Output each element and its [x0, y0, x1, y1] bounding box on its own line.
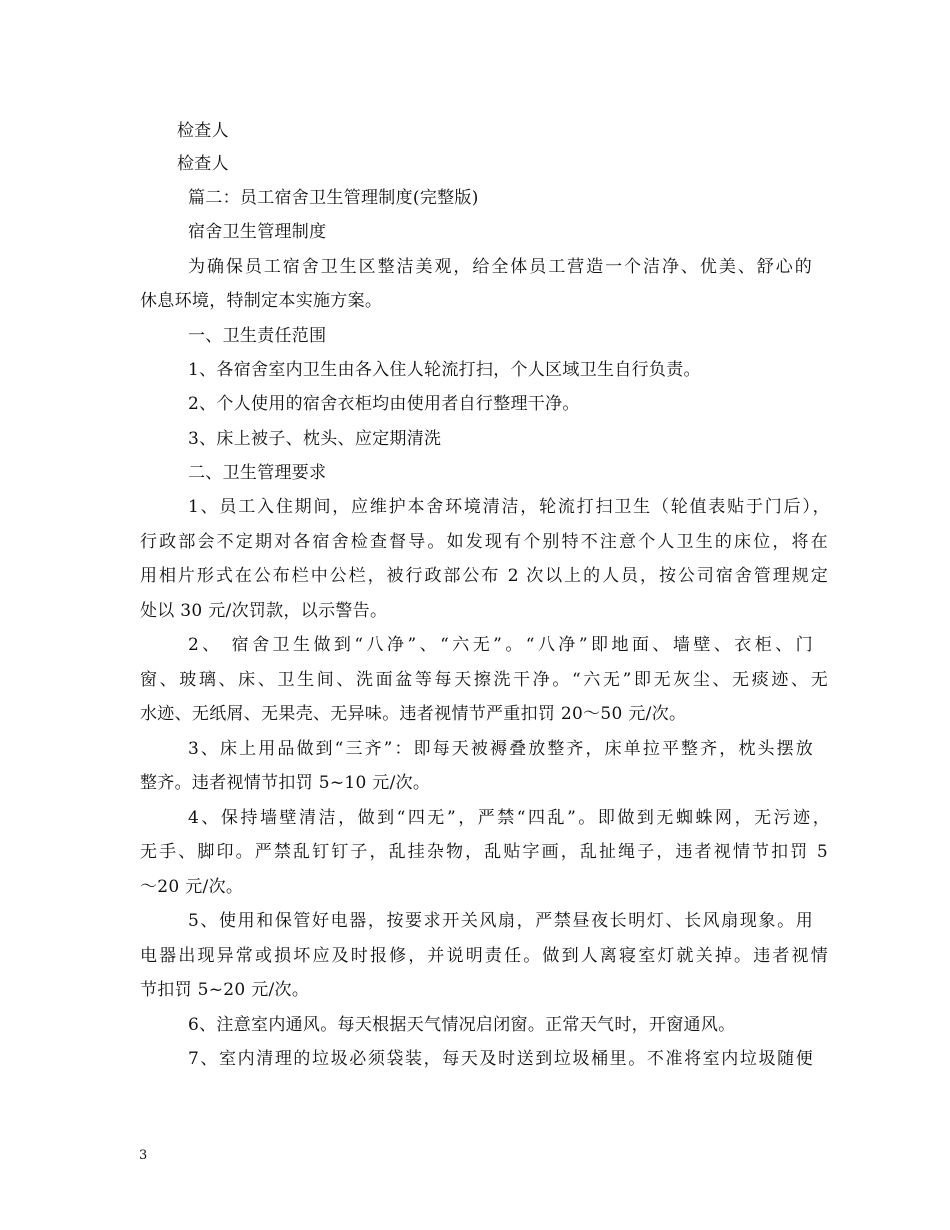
- paragraph-line: 5、使用和保管好电器，按要求开关风扇，严禁昼夜长明灯、长风扇现象。用: [188, 911, 813, 931]
- paragraph-line: ～20 元/次。: [140, 877, 244, 897]
- paragraph-line: 用相片形式在公布栏中公栏，被行政部公布 2 次以上的人员，按公司宿舍管理规定: [140, 566, 828, 586]
- document-title: 宿舍卫生管理制度: [188, 222, 327, 242]
- heading-requirements: 二、卫生管理要求: [188, 463, 327, 483]
- paragraph-line: 7、室内清理的垃圾必须袋装，每天及时送到垃圾桶里。不准将室内垃圾随便: [188, 1049, 813, 1069]
- paragraph-line: 无手、脚印。严禁乱钉钉子，乱挂杂物，乱贴字画，乱扯绳子，违者视情节扣罚 5: [140, 842, 828, 862]
- paragraph-line: 行政部会不定期对各宿舍检查督导。如发现有个别特不注意个人卫生的床位，将在: [140, 532, 828, 552]
- list-item: 6、注意室内通风。每天根据天气情况启闭窗。正常天气时，开窗通风。: [188, 1015, 736, 1035]
- paragraph-line: 1、员工入住期间，应维护本舍环境清洁，轮流打扫卫生（轮值表贴于门后），: [188, 497, 830, 517]
- page-number: 3: [139, 1148, 148, 1163]
- paragraph-line: 3、床上用品做到“三齐”：即每天被褥叠放整齐，床单拉平整齐，枕头摆放: [188, 739, 813, 759]
- heading-responsibility: 一、卫生责任范围: [188, 326, 327, 346]
- paragraph-line: 水迹、无纸屑、无果壳、无异味。违者视情节严重扣罚 20～50 元/次。: [140, 704, 687, 724]
- paragraph-line: 休息环境，特制定本实施方案。: [140, 291, 383, 311]
- signature-label-1: 检查人: [177, 121, 229, 141]
- section-title: 篇二：员工宿舍卫生管理制度(完整版): [188, 188, 479, 208]
- paragraph-line: 2、 宿舍卫生做到“八净”、“六无”。“八净”即地面、墙壁、衣柜、门: [188, 635, 813, 655]
- list-item: 2、个人使用的宿舍衣柜均由使用者自行整理干净。: [188, 394, 580, 414]
- paragraph-line: 电器出现异常或损坏应及时报修，并说明责任。做到人离寝室灯就关掉。违者视情: [140, 946, 828, 966]
- paragraph-line: 为确保员工宿舍卫生区整洁美观，给全体员工营造一个洁净、优美、舒心的: [188, 257, 812, 277]
- paragraph-line: 整齐。违者视情节扣罚 5~10 元/次。: [140, 773, 431, 793]
- paragraph-line: 节扣罚 5~20 元/次。: [140, 980, 310, 1000]
- list-item: 1、各宿舍室内卫生由各入住人轮流打扫，个人区域卫生自行负责。: [188, 360, 701, 380]
- paragraph-line: 4、保持墙壁清洁，做到“四无”，严禁“四乱”。即做到无蜘蛛网，无污迹，: [188, 808, 830, 828]
- paragraph-line: 处以 30 元/次罚款，以示警告。: [140, 601, 388, 621]
- paragraph-line: 窗、玻璃、床、卫生间、洗面盆等每天擦洗干净。“六无”即无灰尘、无痰迹、无: [140, 670, 828, 690]
- signature-label-2: 检查人: [177, 154, 229, 174]
- list-item: 3、床上被子、枕头、应定期清洗: [188, 429, 442, 449]
